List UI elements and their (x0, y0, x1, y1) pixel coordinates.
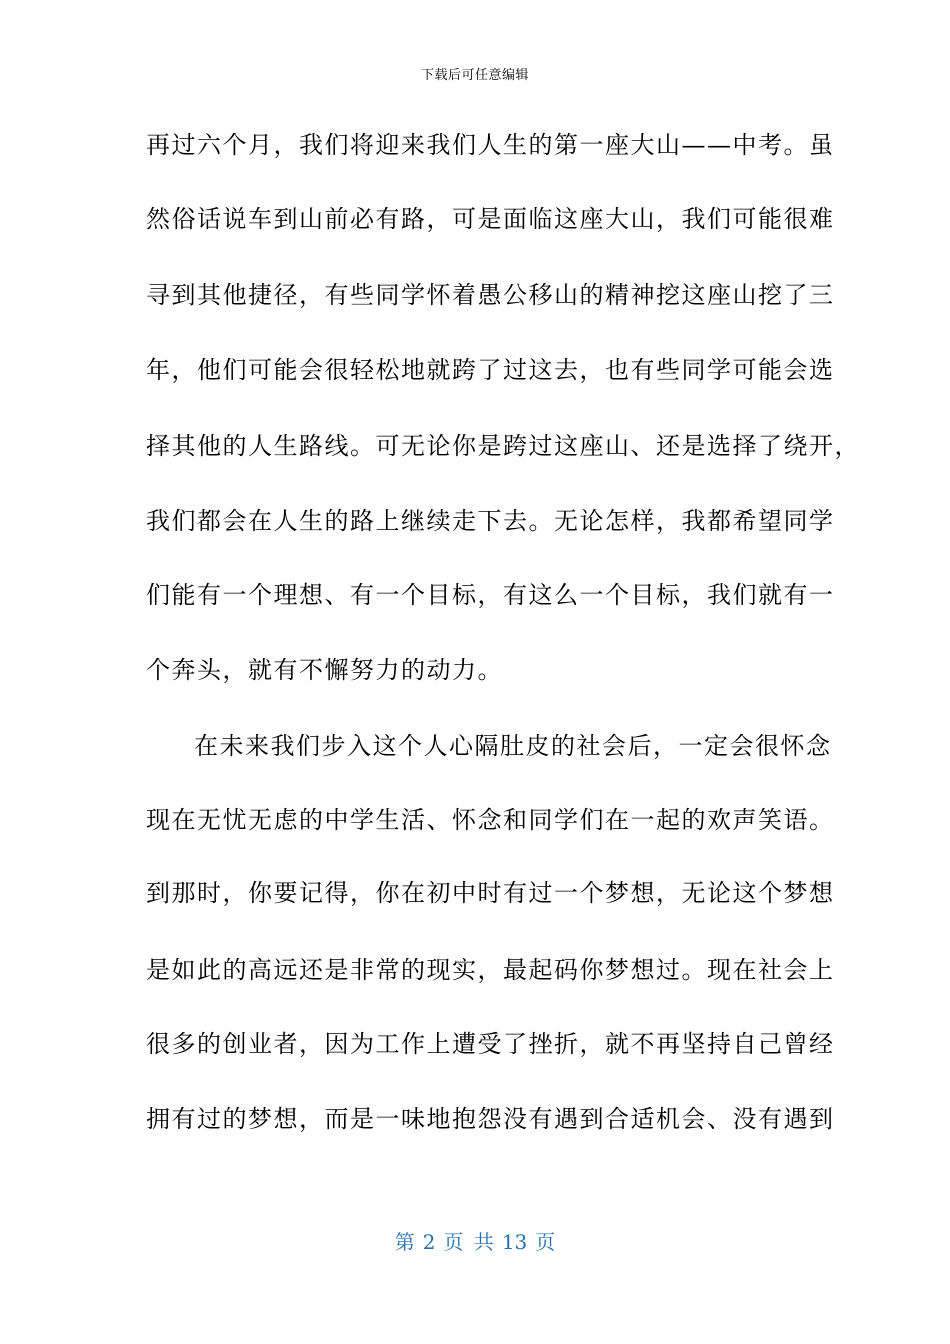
text-line: 年，他们可能会很轻松地就跨了过这去，也有些同学可能会选 (146, 356, 835, 384)
text-line: 拥有过的梦想，而是一味地抱怨没有遇到合适机会、没有遇到 (146, 1105, 835, 1133)
text-line: 在未来我们步入这个人心隔肚皮的社会后，一定会很怀念 (194, 732, 832, 760)
text-line: 择其他的人生路线。可无论你是跨过这座山、还是选择了绕开， (146, 432, 860, 460)
text-line: 个奔头，就有不懈努力的动力。 (146, 656, 503, 684)
total-page-count: 13 (501, 1230, 528, 1254)
page-header: 下载后可任意编辑 (420, 68, 529, 83)
footer-suffix: 页 (535, 1230, 556, 1254)
text-line: 寻到其他捷径，有些同学怀着愚公移山的精神挖这座山挖了三 (146, 281, 835, 309)
footer-prefix: 第 (394, 1230, 415, 1254)
text-line: 我们都会在人生的路上继续走下去。无论怎样，我都希望同学 (146, 507, 835, 535)
text-line: 是如此的高远还是非常的现实，最起码你梦想过。现在社会上 (146, 956, 835, 984)
text-line: 现在无忧无虑的中学生活、怀念和同学们在一起的欢声笑语。 (146, 806, 835, 834)
text-line: 到那时，你要记得，你在初中时有过一个梦想，无论这个梦想 (146, 879, 835, 907)
page-number-footer (0, 1226, 950, 1255)
text-line: 然俗话说车到山前必有路，可是面临这座大山，我们可能很难 (146, 205, 835, 233)
footer-middle: 页 共 (443, 1230, 494, 1254)
text-line: 们能有一个理想、有一个目标，有这么一个目标，我们就有一 (146, 581, 835, 609)
current-page-number: 2 (422, 1230, 436, 1254)
text-line: 再过六个月，我们将迎来我们人生的第一座大山——中考。虽 (146, 131, 835, 159)
text-line: 很多的创业者，因为工作上遭受了挫折，就不再坚持自己曾经 (146, 1030, 835, 1058)
